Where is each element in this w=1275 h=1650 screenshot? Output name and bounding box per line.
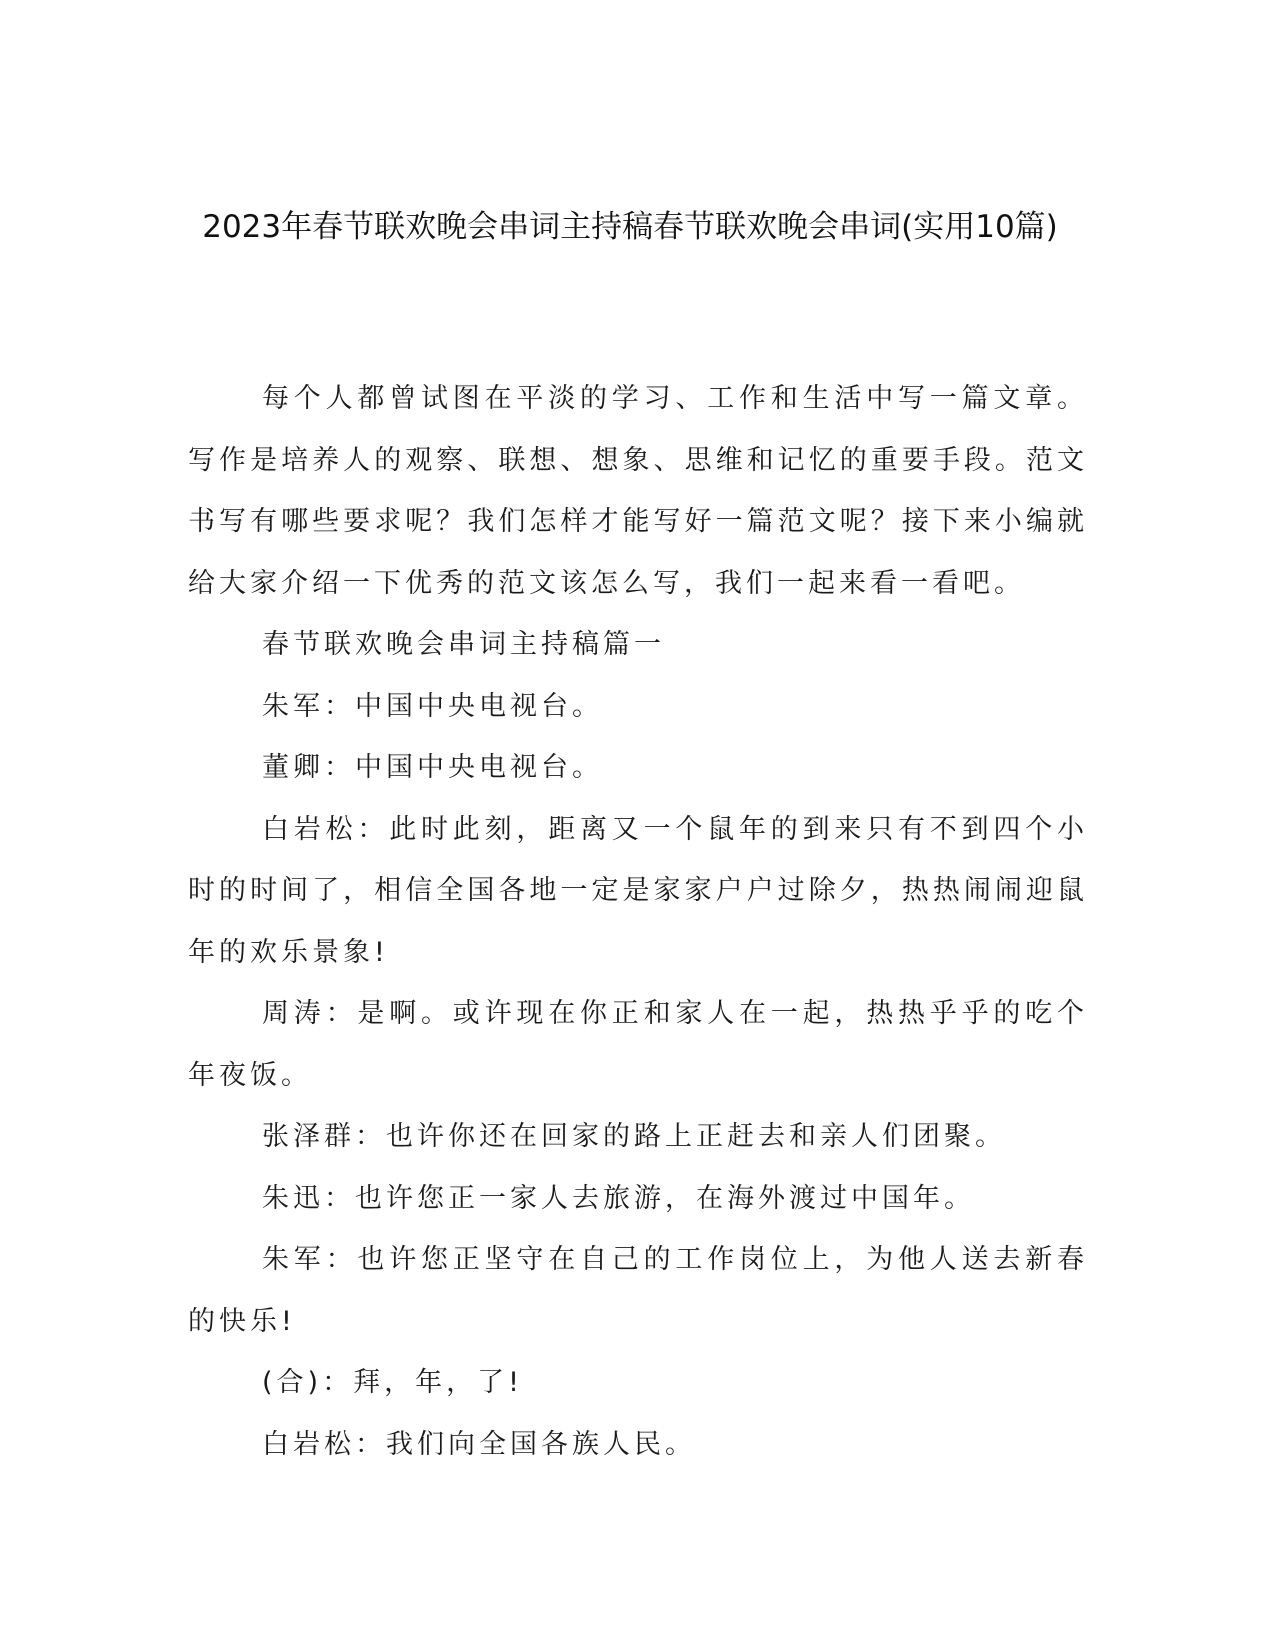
document-title: 2023年春节联欢晚会串词主持稿春节联欢晚会串词(实用10篇) [202,209,1058,245]
document-body [188,368,1088,1475]
dialogue-line: 白岩松：我们向全国各族人民。 [262,1428,696,1460]
dialogue-line: 董卿：中国中央电视台。 [262,752,603,783]
dialogue-line: 朱军：中国中央电视台。 [262,690,603,722]
dialogue-line: 朱迅：也许您正一家人去旅游，在海外渡过中国年。 [262,1182,975,1214]
dialogue-line: (合)：拜，年，了! [262,1367,523,1398]
dialogue-line: 张泽群：也许你还在回家的路上正赶去和亲人们团聚。 [262,1121,1006,1152]
intro-paragraph: 每个人都曾试图在平淡的学习、工作和生活中写一篇文章。写作是培养人的观察、联想、想象、思维和记忆的重要手段。范文书写有哪些要求呢？我们怎样才能写好一篇范文呢？接下来小编就给大家介绍一下优秀的范文该怎么写，我们一起来看一看吧。 [188,383,1088,599]
section-heading: 春节联欢晚会串词主持稿篇一 [262,629,665,660]
dialogue-line: 白岩松：此时此刻，距离又一个鼠年的到来只有不到四个小时的时间了，相信全国各地一定是家家户户过除夕，热热闹闹迎鼠年的欢乐景象! [188,813,1088,968]
dialogue-line: 周涛：是啊。或许现在你正和家人在一起，热热乎乎的吃个年夜饭。 [188,998,1088,1091]
dialogue-line: 朱军：也许您正坚守在自己的工作岗位上，为他人送去新春的快乐! [188,1244,1088,1337]
